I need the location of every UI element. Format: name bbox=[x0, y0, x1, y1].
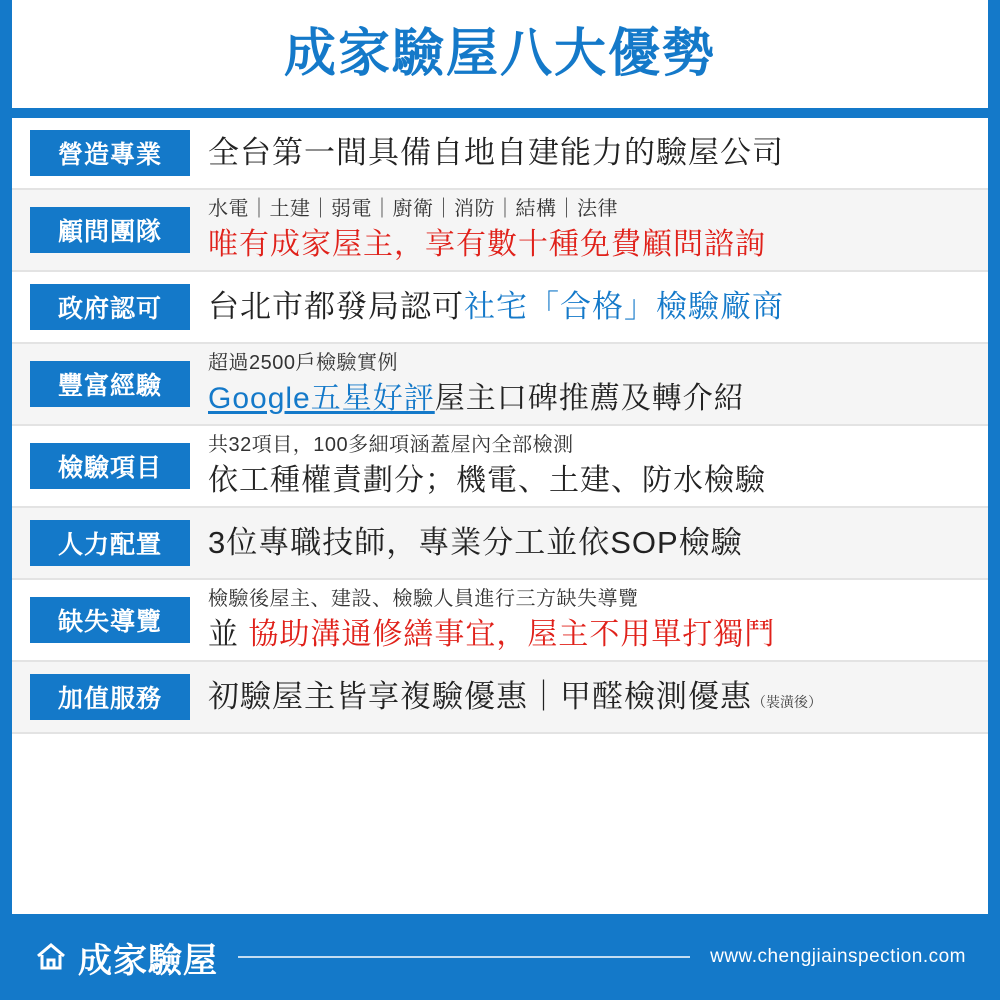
advantage-tag: 檢驗項目 bbox=[30, 443, 190, 489]
advantage-tag-wrap bbox=[12, 443, 208, 489]
advantage-text: 屋主口碑推薦及轉介紹 bbox=[434, 382, 745, 415]
advantage-text: Google五星好評 bbox=[208, 382, 435, 415]
advantage-line bbox=[208, 350, 970, 377]
advantage-text: 初驗屋主皆享複驗優惠｜甲醛檢測優惠 bbox=[208, 678, 752, 714]
advantage-tag: 加值服務 bbox=[30, 674, 190, 720]
advantage-line bbox=[208, 287, 970, 327]
advantage-content bbox=[208, 523, 988, 563]
advantage-text: 共32項目，100多細項涵蓋屋內全部檢測 bbox=[208, 434, 574, 456]
advantage-row bbox=[12, 272, 988, 344]
advantage-tag-wrap bbox=[12, 361, 208, 407]
page-title: 成家驗屋八大優勢 bbox=[283, 25, 716, 83]
advantage-text: 水電｜土建｜弱電｜廚衛｜消防｜結構｜法律 bbox=[208, 198, 618, 220]
advantage-line bbox=[208, 133, 970, 173]
advantage-text: 檢驗後屋主、建設、檢驗人員進行三方缺失導覽 bbox=[208, 588, 639, 610]
advantage-content bbox=[208, 432, 988, 500]
advantage-text: 全台第一間具備自地自建能力的驗屋公司 bbox=[208, 134, 784, 170]
advantage-tag-wrap bbox=[12, 674, 208, 720]
advantage-row bbox=[12, 118, 988, 190]
logo bbox=[34, 933, 218, 982]
advantage-text: 協助溝通修繕事宜，屋主不用單打獨鬥 bbox=[248, 618, 776, 651]
advantage-text: 台北市都發局認可 bbox=[208, 288, 464, 324]
advantage-tag-wrap bbox=[12, 207, 208, 253]
advantage-tag: 人力配置 bbox=[30, 520, 190, 566]
advantage-tag-wrap bbox=[12, 130, 208, 176]
advantage-line bbox=[208, 225, 970, 264]
advantage-row bbox=[12, 190, 988, 272]
advantage-tag: 缺失導覽 bbox=[30, 597, 190, 643]
advantage-line bbox=[208, 615, 970, 654]
advantage-row bbox=[12, 662, 988, 734]
advantages-list bbox=[12, 118, 988, 734]
advantage-text: 超過2500戶檢驗實例 bbox=[208, 352, 398, 374]
advantage-content bbox=[208, 677, 988, 717]
footer-divider bbox=[238, 956, 690, 958]
advantage-text: 3位專職技師，專業分工並依SOP檢驗 bbox=[208, 524, 743, 560]
advantage-text: 依工種權責劃分；機電、土建、防水檢驗 bbox=[208, 464, 766, 497]
advantage-tag-wrap bbox=[12, 284, 208, 330]
advantage-tag: 政府認可 bbox=[30, 284, 190, 330]
advantage-content bbox=[208, 196, 988, 264]
advantage-content bbox=[208, 133, 988, 173]
advantage-row bbox=[12, 344, 988, 426]
advantage-tag-wrap bbox=[12, 520, 208, 566]
advantage-content bbox=[208, 586, 988, 654]
advantage-line bbox=[208, 461, 970, 500]
advantage-line bbox=[208, 432, 970, 459]
advantage-row bbox=[12, 426, 988, 508]
advantage-tag: 顧問團隊 bbox=[30, 207, 190, 253]
house-logo-icon bbox=[34, 940, 68, 974]
advantage-line bbox=[208, 677, 970, 717]
advantage-content bbox=[208, 350, 988, 418]
advantage-text: 並 bbox=[208, 618, 249, 651]
advantage-content bbox=[208, 287, 988, 327]
title-bar bbox=[12, 0, 988, 108]
advantage-line bbox=[208, 586, 970, 613]
advantage-text: （裝潢後） bbox=[752, 693, 822, 710]
advantage-line bbox=[208, 196, 970, 223]
header-divider bbox=[12, 108, 988, 118]
advantage-row bbox=[12, 508, 988, 580]
advantage-line bbox=[208, 523, 970, 563]
brand-name: 成家驗屋 bbox=[78, 941, 218, 980]
advantage-tag: 營造專業 bbox=[30, 130, 190, 176]
advantage-text: 社宅「合格」檢驗廠商 bbox=[464, 288, 784, 324]
advantage-tag: 豐富經驗 bbox=[30, 361, 190, 407]
website-url[interactable]: www.chengjiainspection.com bbox=[710, 946, 966, 967]
advantage-text: 唯有成家屋主，享有數十種免費顧問諮詢 bbox=[208, 228, 766, 261]
advantage-line bbox=[208, 379, 970, 418]
footer bbox=[0, 914, 1000, 1000]
advantage-tag-wrap bbox=[12, 597, 208, 643]
advantage-row bbox=[12, 580, 988, 662]
